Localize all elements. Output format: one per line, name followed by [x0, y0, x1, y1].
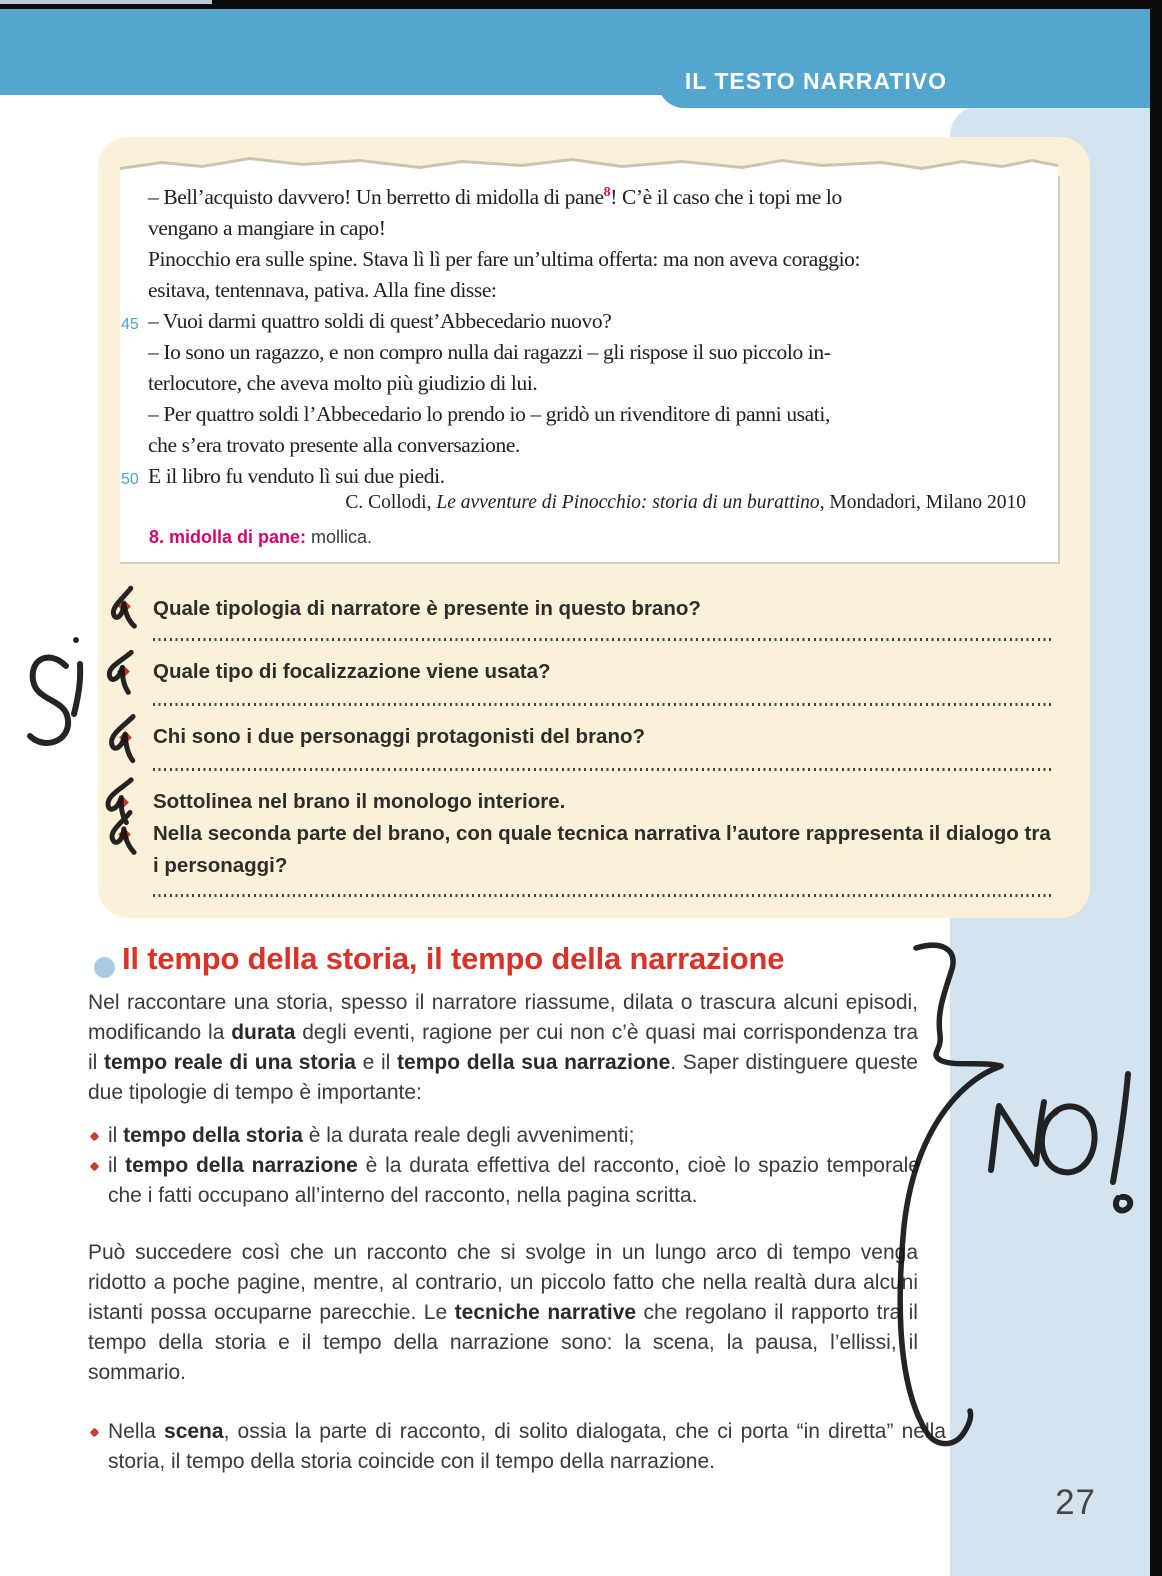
excerpt-line: Pinocchio era sulle spine. Stava lì lì per fare un’ultima offerta: ma non aveva coraggio:: [148, 247, 861, 271]
section-bullet-icon: [94, 957, 115, 978]
excerpt-line: 50 E il libro fu venduto lì sui due piedi.: [148, 461, 1030, 492]
paragraph-1: Nel raccontare una storia, spesso il narratore riassume, dilata o trascura alcuni episodi, modificando la durata degli eventi, ragione per cui non c’è quasi mai corrispondenza tra il tempo reale di una storia e il tempo della sua narrazione. Saper distinguere queste due tipologie di tempo è importante:: [88, 991, 919, 1104]
section-title: Il tempo della storia, il tempo della narrazione: [122, 941, 785, 976]
list-item-tempo-narrazione: il tempo della narrazione è la durata effettiva del racconto, cioè lo spazio temporale che i fatti occupano all’interno del racconto, nella pagina scritta.: [88, 1151, 920, 1211]
excerpt-line: terlocutore, che aveva molto più giudizio di lui.: [148, 371, 538, 395]
answer-line-2: [153, 703, 1053, 706]
question-1: Quale tipologia di narratore è presente in questo brano?: [153, 597, 701, 620]
question-5: Nella seconda parte del brano, con quale tecnica narrativa l’autore rappresenta il dialogo tra i personaggi?: [153, 822, 1051, 877]
excerpt-text: [121, 182, 1030, 492]
header-tab: [658, 9, 1150, 108]
excerpt-line: – Io sono un ragazzo, e non compro nulla dai ragazzi – gli rispose il suo piccolo in-: [148, 340, 831, 364]
excerpt-line: vengano a mangiare in capo!: [148, 216, 386, 240]
answer-line-3: [153, 768, 1053, 771]
excerpt-line: esitava, tentennava, pativa. Alla fine disse:: [148, 278, 497, 302]
question-3: Chi sono i due personaggi protagonisti del brano?: [153, 725, 646, 748]
list-bullet-icon: [90, 1162, 100, 1172]
line-number: 45: [121, 316, 139, 333]
excerpt-line: che s’era trovato presente alla conversazione.: [148, 433, 520, 457]
answer-line-4: [153, 894, 1053, 897]
excerpt-footnote: 8. midolla di pane: mollica.: [149, 527, 373, 547]
handwritten-si: [30, 637, 80, 743]
question-2: Quale tipo di focalizzazione viene usata?: [153, 660, 551, 683]
page-header-title: IL TESTO NARRATIVO: [684, 68, 947, 94]
excerpt-line: – Bell’acquisto davvero! Un berretto di midolla di pane$^8$! C’è il caso che i topi me lo: [148, 184, 842, 209]
scan-edge-sliver: [0, 0, 212, 4]
question-4: Sottolinea nel brano il monologo interiore.: [153, 790, 566, 813]
list-item-tempo-storia: il tempo della storia è la durata reale degli avvenimenti;: [88, 1121, 920, 1151]
list-item-scena: Nella scena, ossia la parte di racconto, di solito dialogata, che ci porta “in diretta” nella storia, il tempo della storia coincide con il tempo della narrazione.: [88, 1417, 946, 1477]
list-bullet-icon: [90, 1132, 100, 1142]
excerpt-attribution: C. Collodi, Le avventure di Pinocchio: storia di un burattino, Mondadori, Milano 2010: [345, 492, 1026, 513]
line-number: 50: [121, 471, 139, 488]
answer-line-1: [153, 638, 1053, 641]
scan-edge-right: [1150, 0, 1162, 1576]
excerpt-line: 45 – Vuoi darmi quattro soldi di quest’Abbecedario nuovo?: [148, 306, 1030, 337]
excerpt-line: – Per quattro soldi l’Abbecedario lo prendo io – gridò un rivenditore di panni usati,: [148, 402, 830, 426]
page-number: 27: [1055, 1483, 1096, 1522]
paragraph-2: Può succedere così che un racconto che si svolge in un lungo arco di tempo venga ridotto a poche pagine, mentre, al contrario, un piccolo fatto che nella realtà dura alcuni istanti possa occuparne parecchie. Le tecniche narrative che regolano il rapporto tra il tempo della storia e il tempo della narrazione sono: la scena, la pausa, l’ellissi, il sommario.: [88, 1241, 918, 1384]
list-bullet-icon: [90, 1428, 100, 1438]
